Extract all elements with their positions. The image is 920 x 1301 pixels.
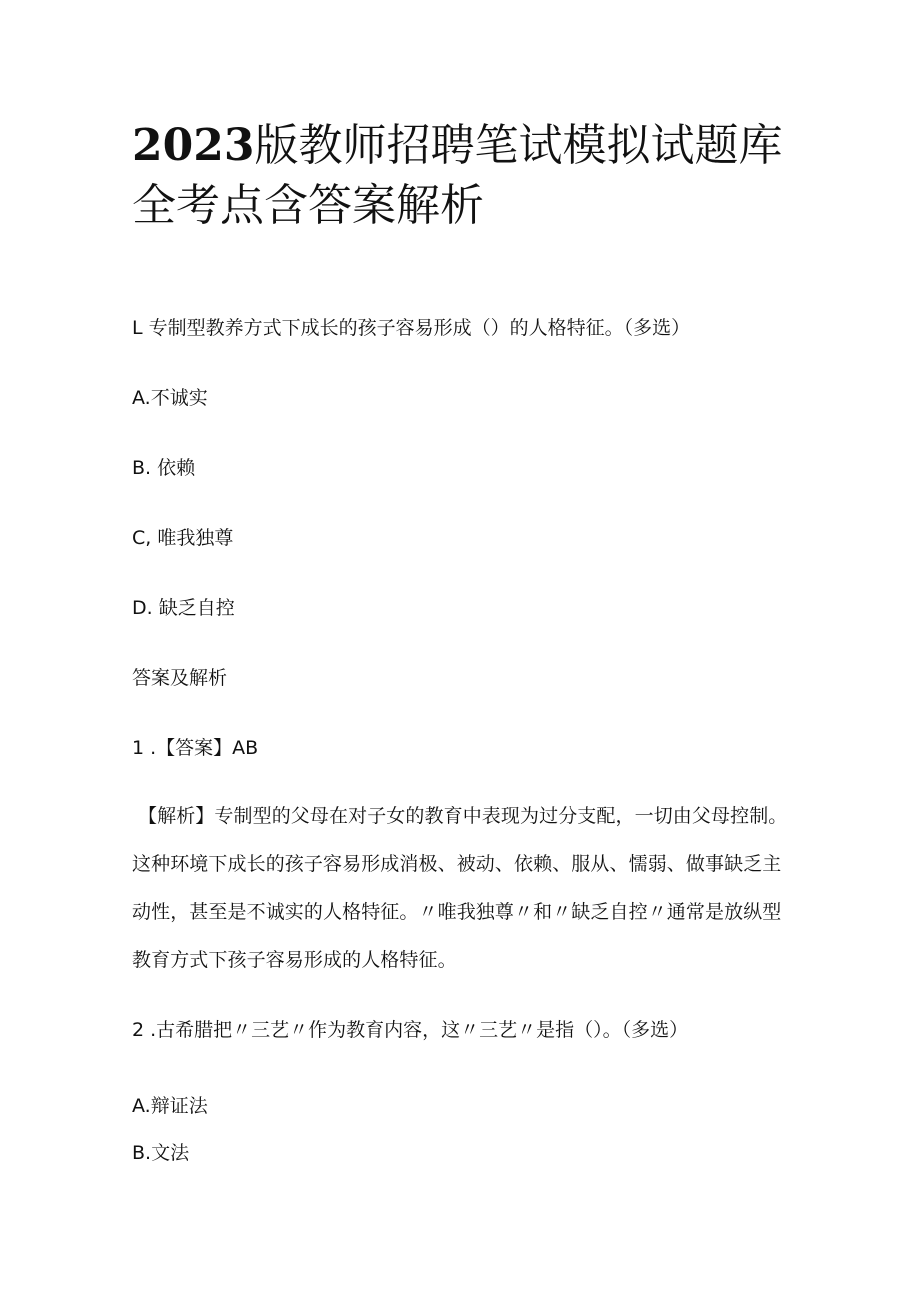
document-title [132,116,812,236]
question-1-option-a: A.不诚实 [132,387,208,409]
question-2-option-a: A.辩证法 [132,1095,208,1117]
question-1-option-c: C, 唯我独尊 [132,527,234,549]
title-year: 2023 [132,120,255,171]
question-1-option-d: D. 缺乏自控 [132,597,235,619]
title-text: 版教师招聘笔试模拟试题库全考点含答案解析 [132,120,783,231]
answer-1-explanation [132,792,792,984]
question-2-option-b: B.文法 [132,1142,190,1164]
answer-section-heading: 答案及解析 [132,667,228,689]
question-1-stem: L 专制型教养方式下成长的孩子容易形成（）的人格特征。（多选） [132,317,691,339]
question-1-option-b: B. 依赖 [132,457,196,479]
question-2-stem: 2 .古希腊把〃三艺〃作为教育内容，这〃三艺〃是指（）。（多选） [132,1019,689,1041]
answer-1-explanation-text: 【解析】专制型的父母在对子女的教育中表现为过分支配，一切由父母控制。这种环境下成长的孩子容易形成消极、被动、依赖、服从、懦弱、做事缺乏主动性，甚至是不诚实的人格特征。〃唯我独尊〃和〃缺乏自控〃通常是放纵型教育方式下孩子容易形成的人格特征。 [132,805,788,971]
answer-1-label: 1 .【答案】AB [132,737,259,759]
